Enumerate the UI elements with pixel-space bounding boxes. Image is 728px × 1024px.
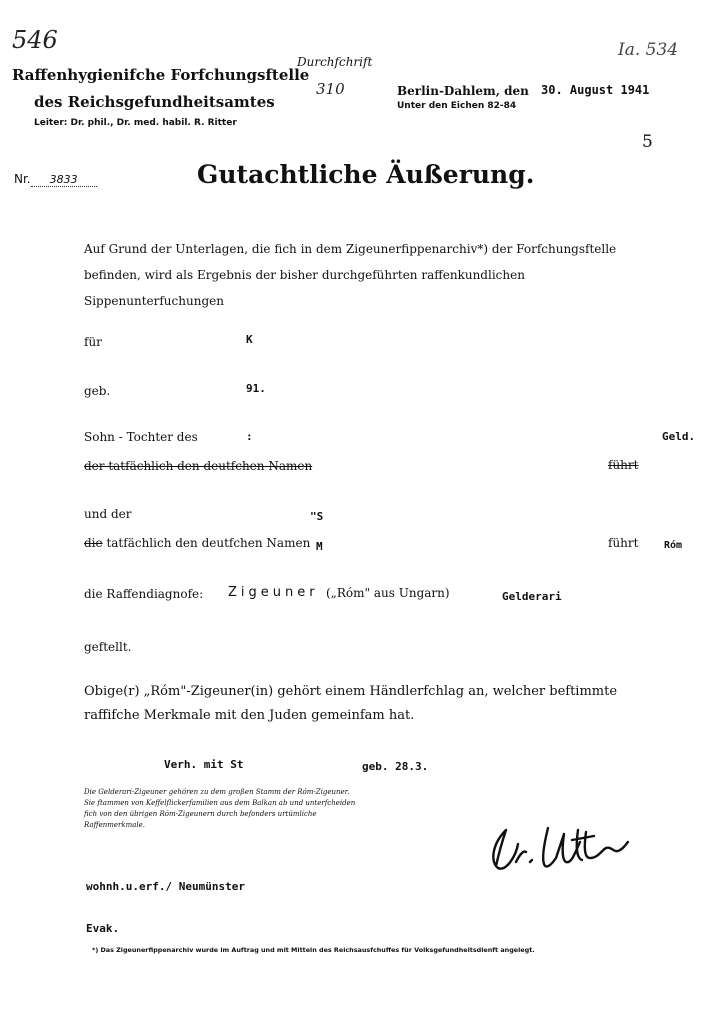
reference-handwritten-top-right: Ia. 534 — [618, 40, 679, 60]
fuer-label: für — [84, 335, 102, 349]
footnote: *) Das Zigeunerfippenarchiv wurde im Auftrag und mit Mitteln des Reichsausfchuffes für Volksgefundheitsdienft angelegt. — [92, 946, 535, 954]
father-fuehrt: führt — [608, 458, 639, 472]
child-of-label: Sohn - Tochter des — [84, 430, 198, 444]
intro-paragraph: Auf Grund der Unterlagen, die fich in dem Zigeunerfippenarchiv*) der Forfchungsftelle befinden, wird als Ergebnis der bisher durchgeführten raffenkundlichen Sippenunterfuchungen — [84, 242, 617, 308]
letterhead-institute-line2: des Reichsgefundheitsamtes — [34, 93, 275, 111]
diagnose-group: Gelderari — [502, 590, 562, 603]
married-info: Verh. mit St — [164, 758, 244, 771]
diagnose-label: die Raffendiagnofe: — [84, 587, 204, 601]
fuer-value: K — [246, 333, 253, 346]
diagnose-detail: („Róm" aus Ungarn) — [326, 586, 450, 600]
evacuation-note: Evak. — [86, 922, 120, 935]
married-born-info: geb. 28.3. — [362, 760, 429, 773]
und-der-label: und der — [84, 507, 132, 521]
diagnose-value: Zigeuner — [228, 585, 319, 600]
father-type: Geld. — [662, 430, 696, 443]
residence-info: wohnh.u.erf./ Neumünster — [86, 880, 245, 893]
statement-paragraph: Obige(r) „Róm"-Zigeuner(in) gehört einem Händlerfchlag an, welcher beftimmte raffifche Merkmale mit den Juden gemeinfam hat. — [84, 684, 618, 723]
und-der-value: "S — [310, 510, 324, 523]
mother-type: Róm — [664, 540, 683, 551]
geb-value: 91. — [246, 382, 266, 395]
document-title: Gutachtliche Äußerung. — [197, 160, 535, 189]
copy-number-handwritten: 310 — [316, 80, 345, 98]
letterhead-leader: Leiter: Dr. phil., Dr. med. habil. R. Ritter — [34, 118, 237, 128]
page-mark: 5 — [642, 132, 653, 152]
reference-value: 3833 — [49, 173, 78, 186]
copy-label: Durchfchrift — [297, 55, 373, 69]
mother-name-line: tatfächlich den deutfchen Namen — [106, 536, 311, 550]
letterhead-street: Unter den Eichen 82-84 — [397, 101, 517, 111]
gelderari-stamp-note: Die Gelderari-Zigeuner gehören zu dem großen Stamm der Róm-Zigeuner. Sie ftammen von Keffelflickerfamilien aus dem Balkan ab und unterfcheiden fich von den übrigen Róm-Zigeunern durch befonders urtümliche Raffenmerkmale. — [84, 788, 356, 829]
archive-number-handwritten: 546 — [12, 26, 58, 54]
letterhead-place: Berlin-Dahlem, den — [397, 84, 529, 98]
gestellt-text: geftellt. — [84, 640, 132, 654]
signature — [486, 818, 636, 886]
geb-label: geb. — [84, 384, 111, 398]
reference-label: Nr. — [14, 172, 31, 186]
child-of-mark: : — [246, 430, 253, 443]
mother-name-row — [84, 536, 310, 550]
letter-date: 30. August 1941 — [541, 83, 650, 97]
mother-fuehrt: führt — [608, 536, 639, 550]
mother-prefix: die — [84, 536, 103, 550]
reference-number-row — [14, 172, 97, 187]
signature-drawing — [486, 818, 636, 882]
letterhead-institute-line1: Raffenhygienifche Forfchungsftelle — [12, 66, 310, 84]
mother-value: M — [316, 540, 323, 553]
father-name-line: der tatfächlich den deutfchen Namen — [84, 459, 313, 473]
